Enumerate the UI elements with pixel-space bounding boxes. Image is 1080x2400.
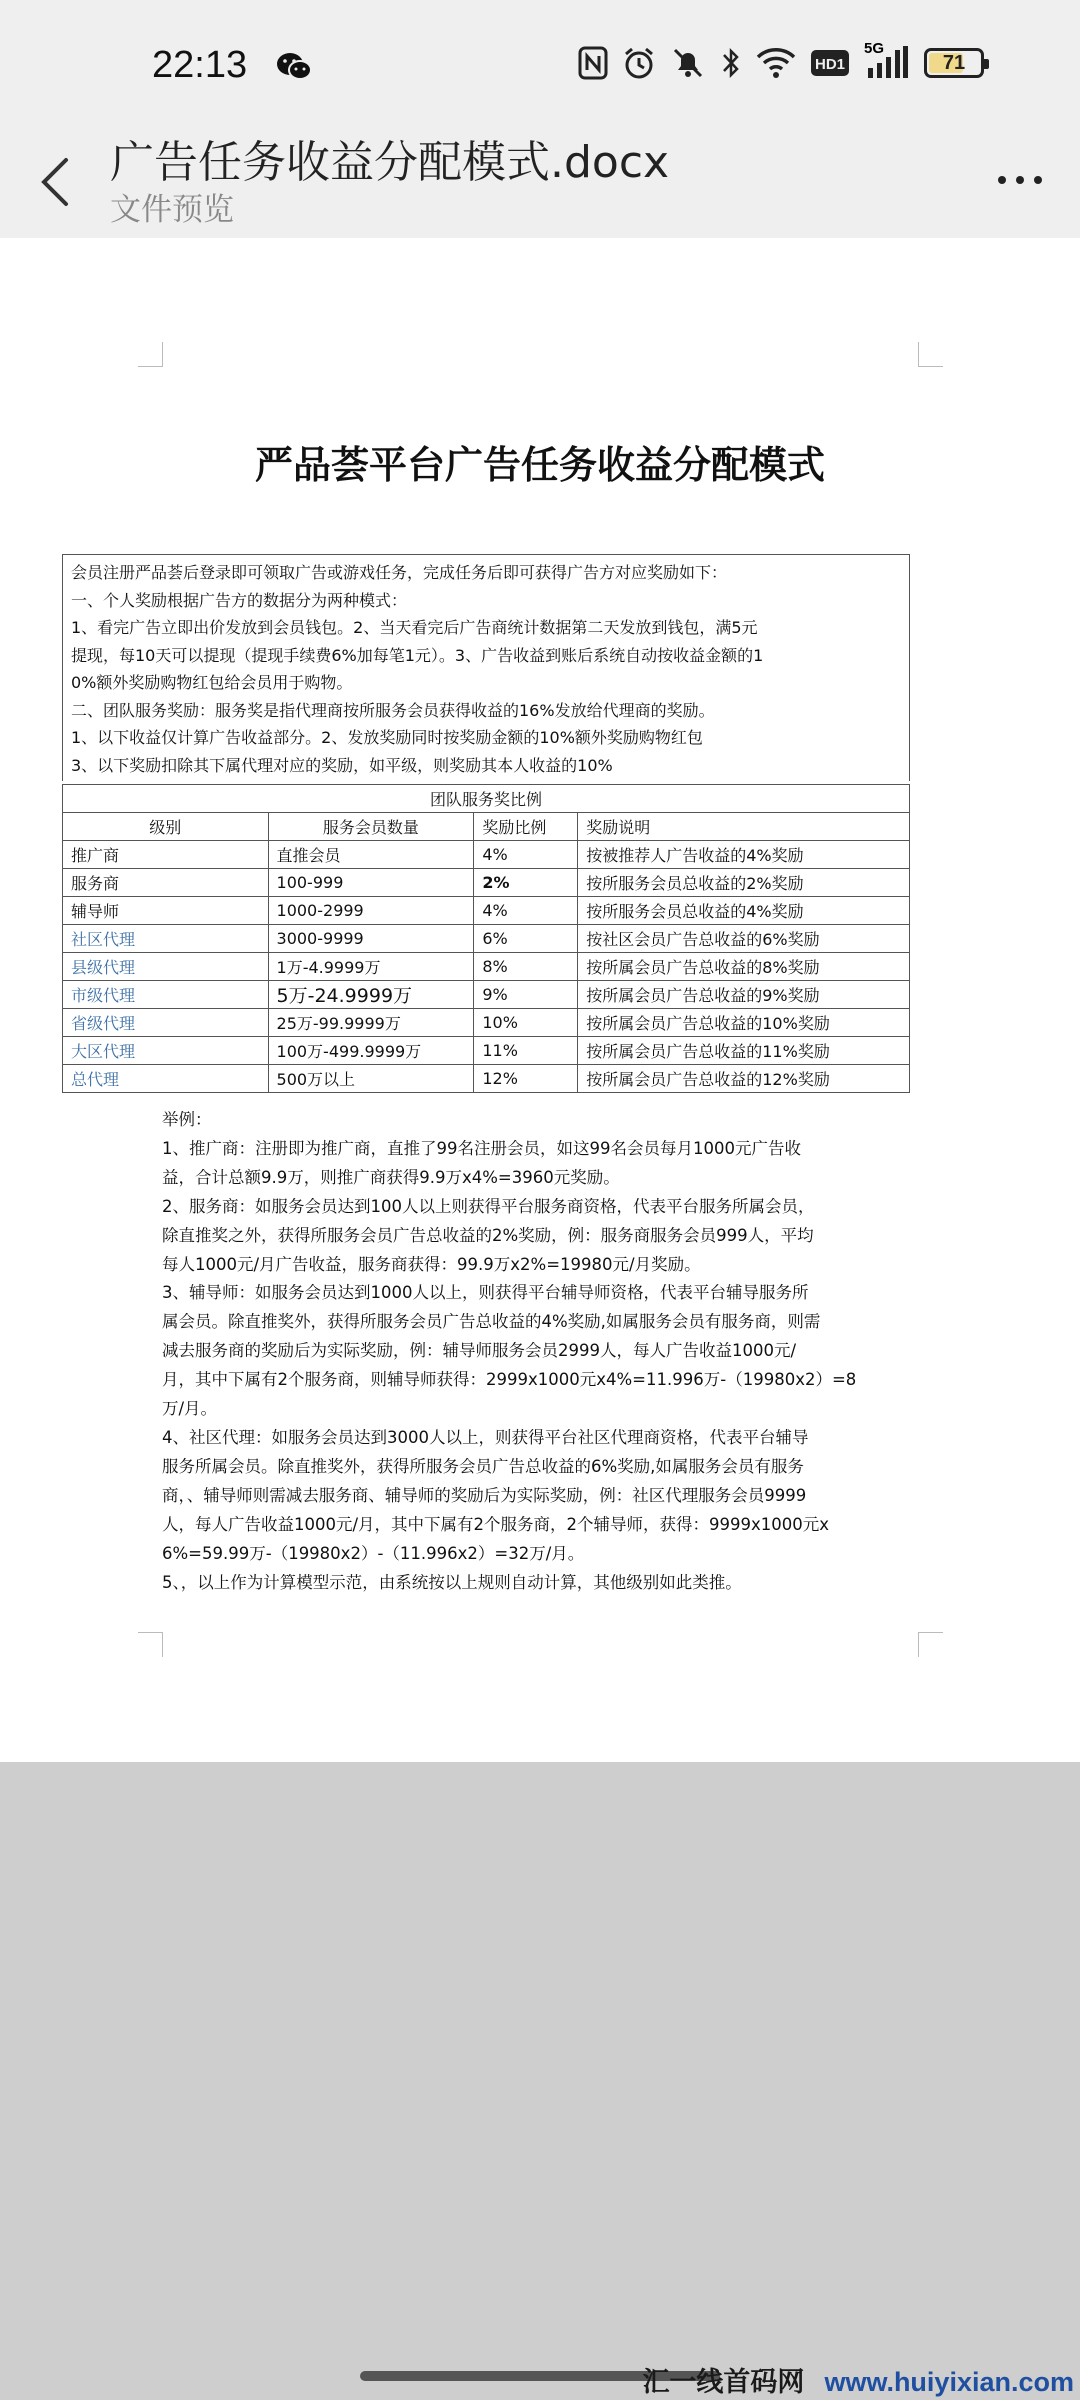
svg-text:HD1: HD1	[814, 56, 846, 73]
cell-ratio: 9%	[474, 981, 578, 1009]
watermark-url: www.huiyixian.com	[824, 2367, 1074, 2397]
page-corner-mark	[138, 342, 163, 367]
status-bar	[0, 0, 1080, 132]
battery-icon	[924, 48, 984, 78]
examples-section	[162, 1106, 922, 1597]
cell-ratio: 11%	[474, 1037, 578, 1065]
back-button[interactable]	[30, 142, 90, 222]
more-options-button[interactable]	[990, 160, 1050, 200]
intro-line: 0%额外奖励购物红包给会员用于购物。	[71, 673, 353, 692]
table-row	[63, 925, 910, 953]
example-line: 1、推广商：注册即为推广商，直推了99名注册会员，如这99名会员每月1000元广告收	[162, 1138, 801, 1158]
cell-members: 500万以上	[268, 1065, 474, 1093]
cell-ratio: 8%	[474, 953, 578, 981]
cell-members: 1万-4.9999万	[268, 953, 474, 981]
cell-desc: 按所属会员广告总收益的12%奖励	[578, 1065, 910, 1093]
back-arrow-icon	[30, 142, 90, 222]
table-caption-row	[63, 785, 910, 813]
cell-ratio: 6%	[474, 925, 578, 953]
table-row	[63, 897, 910, 925]
table-row	[63, 1037, 910, 1065]
header-ratio: 奖励比例	[474, 813, 578, 841]
example-line: 4、社区代理：如服务会员达到3000人以上，则获得平台社区代理商资格，代表平台辅导	[162, 1427, 809, 1447]
intro-line: 1、看完广告立即出价发放到会员钱包。2、当天看完后广告商统计数据第二天发放到钱包，满5元	[71, 618, 758, 637]
cell-level: 县级代理	[63, 953, 269, 981]
cell-members: 25万-99.9999万	[268, 1009, 474, 1037]
cell-desc: 按被推荐人广告收益的4%奖励	[578, 841, 910, 869]
cell-ratio: 12%	[474, 1065, 578, 1093]
document-filename: 广告任务收益分配模式.docx	[110, 137, 670, 188]
page-corner-mark	[918, 1632, 943, 1657]
table-caption: 团队服务奖比例	[63, 785, 910, 813]
intro-line: 一、个人奖励根据广告方的数据分为两种模式：	[71, 590, 408, 610]
header-level: 级别	[63, 813, 269, 841]
header-desc: 奖励说明	[578, 813, 910, 841]
watermark	[642, 2360, 1074, 2399]
cell-members: 100万-499.9999万	[268, 1037, 474, 1065]
table-row	[63, 953, 910, 981]
page-corner-mark	[918, 342, 943, 367]
header-members: 服务会员数量	[268, 813, 474, 841]
battery-level: 71	[942, 52, 966, 74]
status-time: 22:13	[152, 44, 248, 86]
intro-line: 提现，每10天可以提现（提现手续费6%加每笔1元）。3、广告收益到账后系统自动按收益金额的1	[71, 645, 764, 665]
cell-members: 100-999	[268, 869, 474, 897]
app-bar	[0, 132, 1080, 238]
watermark-text: 汇一线首码网	[642, 2367, 805, 2398]
wifi-icon	[756, 47, 796, 79]
example-line: 属会员。除直推奖外，获得所服务会员广告总收益的4%奖励,如属服务会员有服务商，则需	[162, 1312, 821, 1332]
cell-ratio: 2%	[474, 869, 578, 897]
cell-members: 1000-2999	[268, 897, 474, 925]
example-line: 万/月。	[162, 1399, 218, 1419]
reward-table	[62, 784, 910, 1093]
cell-level: 辅导师	[63, 897, 269, 925]
example-line: 人，每人广告收益1000元/月，其中下属有2个服务商，2个辅导师，获得：9999x1000元x	[162, 1514, 830, 1534]
intro-line: 3、以下奖励扣除其下属代理对应的奖励，如平级，则奖励其本人收益的10%	[71, 755, 613, 775]
example-line: 每人1000元/月广告收益，服务商获得：99.9万x2%=19980元/月奖励。	[162, 1254, 701, 1274]
intro-line: 二、团队服务奖励：服务奖是指代理商按所服务会员获得收益的16%发放给代理商的奖励。	[71, 700, 715, 720]
table-row	[63, 1065, 910, 1093]
example-line: 3、辅导师：如服务会员达到1000人以上，则获得平台辅导师资格，代表平台辅导服务所	[162, 1283, 809, 1303]
example-line: 6%=59.99万-（19980x2）-（11.996x2）=32万/月。	[162, 1543, 585, 1563]
cell-level: 市级代理	[63, 981, 269, 1009]
document-title: 严品荟平台广告任务收益分配模式	[254, 443, 825, 487]
table-row	[63, 869, 910, 897]
cell-ratio: 4%	[474, 897, 578, 925]
example-line: 2、服务商：如服务会员达到100人以上则获得平台服务商资格，代表平台服务所属会员，	[162, 1196, 815, 1216]
document-page[interactable]	[0, 238, 1080, 1758]
cell-members: 3000-9999	[268, 925, 474, 953]
cell-level: 大区代理	[63, 1037, 269, 1065]
more-dots-icon	[990, 160, 1050, 200]
cell-ratio: 10%	[474, 1009, 578, 1037]
example-line: 服务所属会员。除直推奖外，获得所服务会员广告总收益的6%奖励,如属服务会员有服务	[162, 1456, 804, 1476]
example-line: 5、，以上作为计算模型示范，由系统按以上规则自动计算，其他级别如此类推。	[162, 1572, 742, 1592]
cell-desc: 按所属会员广告总收益的8%奖励	[578, 953, 910, 981]
wechat-icon	[276, 52, 312, 86]
mute-icon	[670, 46, 706, 80]
cell-level: 推广商	[63, 841, 269, 869]
cell-desc: 按社区会员广告总收益的6%奖励	[578, 925, 910, 953]
intro-text-box	[62, 554, 910, 781]
cell-members: 直推会员	[268, 841, 474, 869]
cell-level: 省级代理	[63, 1009, 269, 1037]
empty-preview-area	[0, 1762, 1080, 2400]
cell-level: 服务商	[63, 869, 269, 897]
cellular-signal-icon	[864, 40, 910, 80]
example-line: 商，、辅导师则需减去服务商、辅导师的奖励后为实际奖励，例：社区代理服务会员9999	[162, 1485, 807, 1505]
cell-ratio: 4%	[474, 841, 578, 869]
cell-desc: 按所属会员广告总收益的9%奖励	[578, 981, 910, 1009]
table-row	[63, 841, 910, 869]
cell-level: 社区代理	[63, 925, 269, 953]
hd-icon	[810, 48, 850, 78]
intro-line: 1、以下收益仅计算广告收益部分。2、发放奖励同时按奖励金额的10%额外奖励购物红包	[71, 728, 703, 747]
alarm-icon	[622, 46, 656, 80]
table-header-row	[63, 813, 910, 841]
example-line: 除直推奖之外，获得所服务会员广告总收益的2%奖励，例：服务商服务会员999人，平均	[162, 1225, 814, 1245]
cell-desc: 按所属会员广告总收益的11%奖励	[578, 1037, 910, 1065]
example-line: 减去服务商的奖励后为实际奖励，例：辅导师服务会员2999人，每人广告收益1000元/	[162, 1341, 797, 1361]
example-line: 月，其中下属有2个服务商，则辅导师获得：2999x1000元x4%=11.996万-（19980x2）=8	[162, 1370, 857, 1390]
cell-desc: 按所服务会员总收益的2%奖励	[578, 869, 910, 897]
preview-label: 文件预览	[110, 192, 234, 228]
cell-members: 5万-24.9999万	[268, 981, 474, 1009]
cell-desc: 按所服务会员总收益的4%奖励	[578, 897, 910, 925]
nfc-icon	[578, 46, 608, 80]
example-line: 举例：	[162, 1110, 212, 1129]
bluetooth-icon	[720, 46, 742, 80]
table-row	[63, 1009, 910, 1037]
table-row	[63, 981, 910, 1009]
example-line: 益，合计总额9.9万，则推广商获得9.9万x4%=3960元奖励。	[162, 1167, 620, 1187]
cell-desc: 按所属会员广告总收益的10%奖励	[578, 1009, 910, 1037]
intro-line: 会员注册严品荟后登录即可领取广告或游戏任务，完成任务后即可获得广告方对应奖励如下：	[71, 563, 728, 582]
network-type-label: 5G	[864, 40, 885, 57]
page-corner-mark	[138, 1632, 163, 1657]
cell-level: 总代理	[63, 1065, 269, 1093]
